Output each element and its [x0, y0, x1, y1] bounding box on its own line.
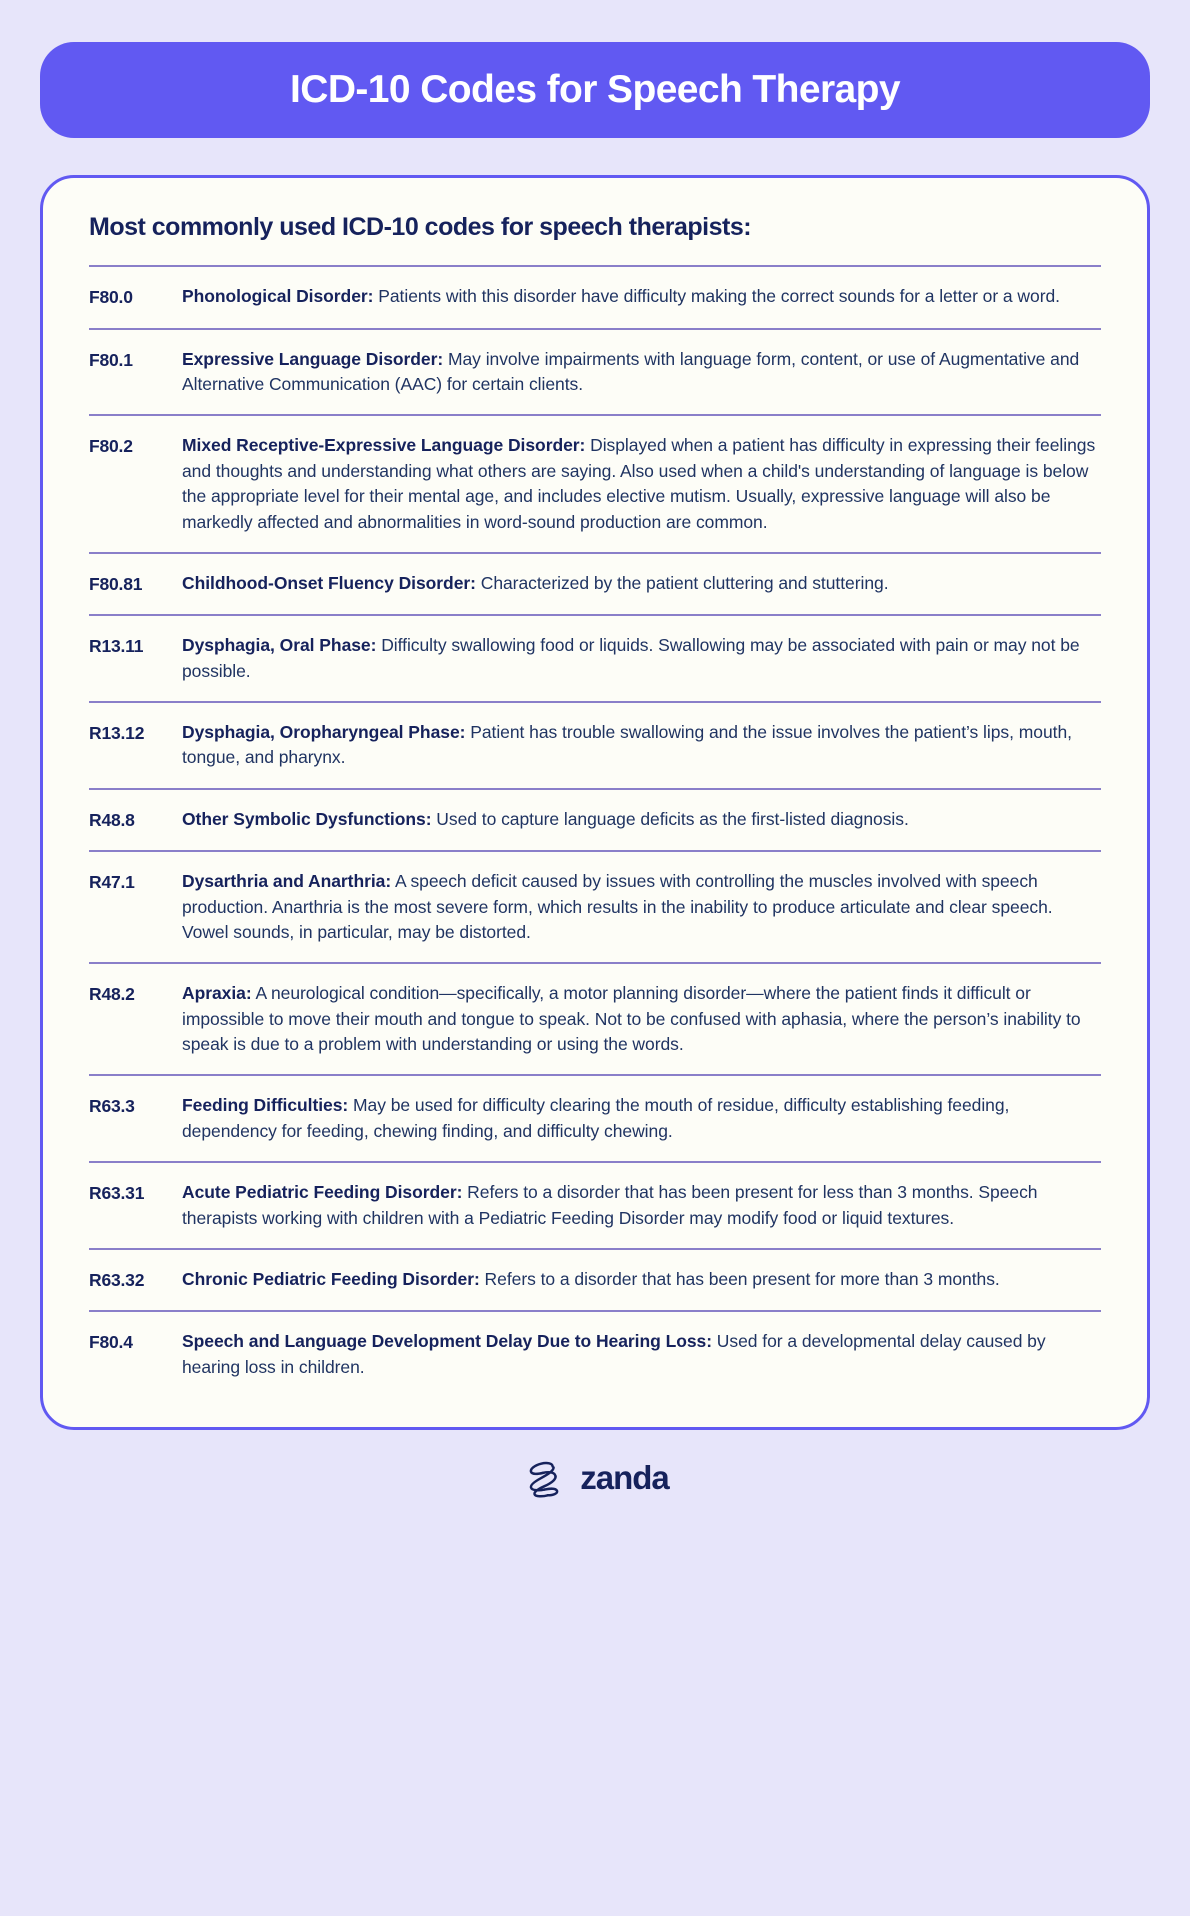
table-row [89, 1074, 1101, 1161]
table-row [89, 265, 1101, 327]
icd-code-description [182, 571, 1101, 596]
icd-code-term: Feeding Difficulties: [182, 1095, 349, 1116]
table-row [89, 1248, 1101, 1310]
icd-code-description [182, 981, 1101, 1057]
table-row [89, 962, 1101, 1074]
icd-code-id: F80.4 [89, 1332, 133, 1353]
icd-code-description [182, 1093, 1101, 1144]
icd-code-body: A neurological condition—specifically, a motor planning disorder—where the patient finds it difficult or impossible to move their mouth and tongue to speak. Not to be confused with aphasia, where the person’s inability to speak is due to a problem with understanding or using the words. [182, 983, 1081, 1054]
icd-code-body: Used for a developmental delay caused by hearing loss in children. [182, 1331, 1046, 1377]
icd-code-id: F80.1 [89, 349, 133, 370]
icd-code-term: Expressive Language Disorder: [182, 348, 444, 369]
icd-code-term: Dysarthria and Anarthria: [182, 871, 392, 892]
icd-code-description [182, 347, 1101, 398]
icd-code-description [182, 720, 1101, 771]
icd-code-term: Dysphagia, Oral Phase: [182, 635, 377, 656]
icd-code-body: May be used for difficulty clearing the mouth of residue, difficulty establishing feeding, dependency for feeding, chewing finding, and difficulty chewing. [182, 1095, 1010, 1141]
icd-code-description [182, 807, 1101, 832]
icd-code-id: F80.2 [89, 436, 133, 457]
icd-code-body: Refers to a disorder that has been present for less than 3 months. Speech therapists working with children with a Pediatric Feeding Disorder may modify food or liquid textures. [182, 1182, 1038, 1228]
icd-code-term: Acute Pediatric Feeding Disorder: [182, 1182, 463, 1203]
icd-code-id: R48.8 [89, 809, 135, 830]
icd-code-term: Other Symbolic Dysfunctions: [182, 808, 432, 829]
brand-name: zanda [580, 1459, 669, 1496]
footer-branding [521, 1456, 669, 1502]
icd-code-id: F80.0 [89, 287, 133, 308]
table-row [89, 850, 1101, 962]
table-row [89, 1310, 1101, 1397]
codes-card [40, 175, 1150, 1430]
table-row [89, 788, 1101, 850]
icd-code-description [182, 633, 1101, 684]
icd-code-term: Mixed Receptive-Expressive Language Disorder: [182, 435, 586, 456]
icd-code-id: R63.32 [89, 1269, 145, 1290]
card-heading: Most commonly used ICD-10 codes for speech therapists: [89, 213, 752, 241]
icd-code-term: Speech and Language Development Delay Due to Hearing Loss: [182, 1331, 712, 1352]
icd-code-id: R13.12 [89, 723, 145, 743]
table-row [89, 614, 1101, 701]
icd-code-body: Used to capture language deficits as the first-listed diagnosis. [431, 808, 909, 829]
icd-code-id: F80.81 [89, 573, 143, 594]
icd-code-description [182, 1329, 1101, 1380]
icd-code-id: R47.1 [89, 872, 135, 893]
icd-code-body: Displayed when a patient has difficulty in expressing their feelings and thoughts and understanding what others are saying. Also used when a child's understanding of language is below the appropriate level for their mental age, and includes elective mutism. Usually, expressive language will also be markedly affected and abnormalities in word-sound production are common. [182, 435, 1096, 532]
page-title: ICD-10 Codes for Speech Therapy [290, 67, 900, 111]
icd-code-term: Chronic Pediatric Feeding Disorder: [182, 1268, 480, 1289]
icd-code-id: R13.11 [89, 636, 144, 657]
icd-code-id: R63.3 [89, 1096, 135, 1117]
table-row [89, 701, 1101, 788]
icd-code-term: Childhood-Onset Fluency Disorder: [182, 572, 476, 593]
icd-code-body: Patients with this disorder have difficulty making the correct sounds for a letter or a word. [373, 286, 1060, 307]
icd-code-id: R63.31 [89, 1183, 145, 1204]
icd-code-id: R48.2 [89, 984, 135, 1005]
icd-code-table [89, 265, 1101, 1397]
icd-code-body: Difficulty swallowing food or liquids. Swallowing may be associated with pain or may not be possible. [182, 635, 1080, 681]
zanda-z-squiggle-icon [521, 1456, 567, 1502]
icd-code-term: Phonological Disorder: [182, 286, 374, 307]
icd-code-body: Characterized by the patient cluttering and stuttering. [475, 572, 889, 593]
table-row [89, 552, 1101, 614]
icd-code-description [182, 1180, 1101, 1231]
table-row [89, 1161, 1101, 1248]
header-banner [40, 42, 1150, 138]
icd-code-body: Patient has trouble swallowing and the issue involves the patient’s lips, mouth, tongue, and pharynx. [182, 722, 1072, 768]
icd-code-description [182, 433, 1101, 535]
table-row [89, 414, 1101, 552]
icd-code-description [182, 1267, 1101, 1292]
icd-code-body: Refers to a disorder that has been present for more than 3 months. [479, 1268, 1000, 1289]
icd-code-body: A speech deficit caused by issues with controlling the muscles involved with speech production. Anarthria is the most severe form, which results in the inability to produce articulate and clear speech. Vowel sounds, in particular, may be distorted. [182, 871, 1053, 942]
table-row [89, 328, 1101, 415]
icd-code-term: Dysphagia, Oropharyngeal Phase: [182, 722, 466, 742]
icd-code-body: May involve impairments with language form, content, or use of Augmentative and Alternative Communication (AAC) for certain clients. [182, 348, 1080, 394]
icd-code-description [182, 284, 1101, 309]
icd-code-description [182, 869, 1101, 945]
icd-code-term: Apraxia: [182, 983, 252, 1004]
